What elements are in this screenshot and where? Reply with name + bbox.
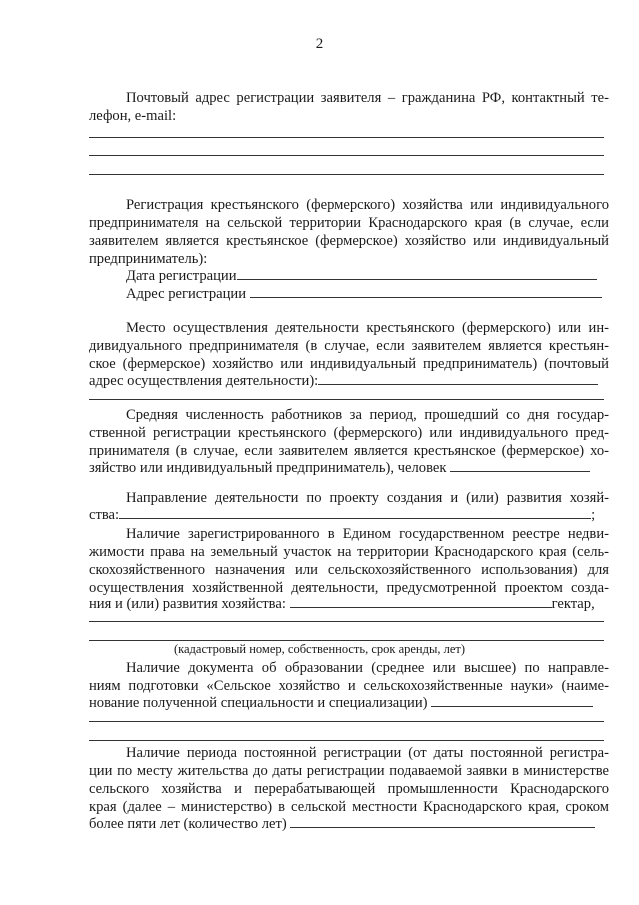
land-text-3: скохозяйственного назначения или сельскохозяйственного использования) для xyxy=(89,562,609,578)
postal-address-field-1[interactable] xyxy=(89,137,604,138)
education-text-3: нование полученной специальности и специализации) xyxy=(89,695,428,711)
land-field-2[interactable] xyxy=(89,621,604,622)
registration-address-label: Адрес регистрации xyxy=(126,286,247,302)
education-field[interactable] xyxy=(431,693,593,707)
education-row xyxy=(89,693,609,712)
registration-address-field[interactable] xyxy=(250,284,602,298)
page-number: 2 xyxy=(315,36,324,52)
activity-place-field-2[interactable] xyxy=(89,399,604,400)
education-field-3[interactable] xyxy=(89,740,604,741)
direction-end: ; xyxy=(591,507,596,523)
residence-row xyxy=(89,814,609,833)
staff-text-2: ственной регистрации крестьянского (фермерского) или индивидуального пред- xyxy=(89,425,609,441)
registration-date-label: Дата регистрации xyxy=(126,268,237,284)
staff-text-4: зяйство или индивидуальный предприниматель), человек xyxy=(89,460,447,476)
registration-date-row xyxy=(126,266,609,285)
postal-address-text-1: Почтовый адрес регистрации заявителя – гражданина РФ, контактный те- xyxy=(126,90,609,106)
postal-address-field-2[interactable] xyxy=(89,155,604,156)
direction-text-1: Направление деятельности по проекту создания и (или) развития хозяй- xyxy=(126,490,609,506)
education-field-2[interactable] xyxy=(89,721,604,722)
residence-text-5: более пяти лет (количество лет) xyxy=(89,816,287,832)
staff-text-1: Средняя численность работников за период, прошедший со дня государ- xyxy=(126,407,609,423)
land-text-1: Наличие зарегистрированного в Едином государственном реестре недви- xyxy=(126,526,609,542)
residence-text-1: Наличие периода постоянной регистрации (от даты постоянной регистра- xyxy=(126,745,609,761)
postal-address-text-2: лефон, e-mail: xyxy=(89,108,177,124)
education-text-2: ниям подготовки «Сельское хозяйство и сельскохозяйственные науки» (наиме- xyxy=(89,678,609,694)
direction-field[interactable] xyxy=(119,505,591,519)
residence-text-3: сельского хозяйства и перерабатывающей промышленности Краснодарского xyxy=(89,781,609,797)
staff-count-field[interactable] xyxy=(450,458,590,472)
postal-address-field-3[interactable] xyxy=(89,174,604,175)
activity-place-text-1: Место осуществления деятельности крестьянского (фермерского) или ин- xyxy=(126,320,609,336)
activity-place-text-2: дивидуального предпринимателя (в случае, если заявителем является крестьян- xyxy=(89,338,609,354)
activity-place-row xyxy=(89,371,609,390)
registration-text-3: заявителем является крестьянское (фермерское) хозяйство или индивидуальный xyxy=(89,233,609,249)
residence-text-2: ции по месту жительства до даты регистрации подаваемой заявки в министерстве xyxy=(89,763,609,779)
land-unit: гектар, xyxy=(551,596,595,612)
direction-text-2: ства: xyxy=(89,507,120,523)
activity-place-field[interactable] xyxy=(318,371,598,385)
land-text-4: осуществления хозяйственной деятельности, предусмотренной проектом созда- xyxy=(89,580,609,596)
land-row xyxy=(89,594,609,613)
residence-years-field[interactable] xyxy=(290,814,595,828)
land-text-2: жимости права на земельный участок на территории Краснодарского края (сель- xyxy=(89,544,609,560)
registration-text-1: Регистрация крестьянского (фермерского) хозяйства или индивидуального xyxy=(126,197,609,213)
staff-text-3: принимателя (в случае, если заявителем является крестьянское (фермерское) хо- xyxy=(89,443,609,459)
land-text-5: ния и (или) развития хозяйства: xyxy=(89,596,286,612)
registration-address-row xyxy=(126,284,609,303)
residence-text-4: края (далее – министерство) в сельской местности Краснодарского края, сроком xyxy=(89,799,609,815)
activity-place-text-4: адрес осуществления деятельности): xyxy=(89,373,319,389)
staff-row xyxy=(89,458,609,477)
land-area-field[interactable] xyxy=(290,594,552,608)
land-caption: (кадастровый номер, собственность, срок аренды, лет) xyxy=(173,642,466,656)
activity-place-text-3: ское (фермерское) хозяйство или индивидуальный предприниматель) (почтовый xyxy=(89,356,609,372)
registration-date-field[interactable] xyxy=(237,266,597,280)
registration-text-2: предпринимателя на сельской территории Краснодарского края (в случае, если xyxy=(89,215,609,231)
education-text-1: Наличие документа об образовании (среднее или высшее) по направле- xyxy=(126,660,609,676)
registration-text-4: предприниматель): xyxy=(89,251,208,267)
direction-row xyxy=(89,505,609,524)
